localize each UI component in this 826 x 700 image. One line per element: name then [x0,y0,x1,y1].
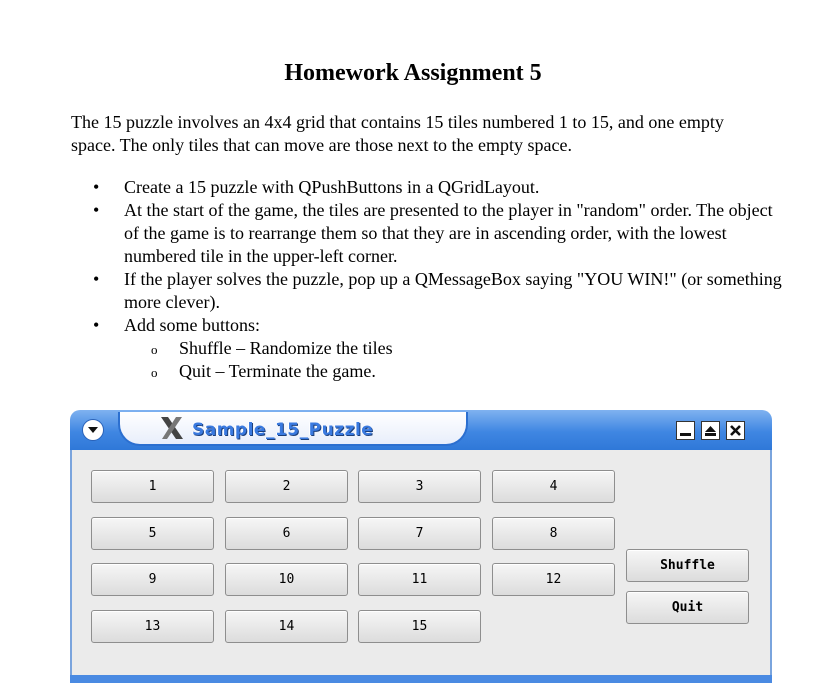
requirements-list [71,176,791,383]
tile-button[interactable]: 5 [91,517,214,550]
tile-button[interactable]: 6 [225,517,348,550]
list-item-text: Add some buttons: [124,315,261,335]
close-icon[interactable] [726,421,745,440]
shuffle-button[interactable]: Shuffle [626,549,749,582]
tile-button[interactable]: 13 [91,610,214,643]
tile-button[interactable]: 2 [225,470,348,503]
tile-button[interactable]: 10 [225,563,348,596]
list-item [71,314,791,383]
sub-list-item: o Quit – Terminate the game. [124,360,791,383]
window-title: Sample_15_Puzzle [192,420,374,440]
window-menu-icon[interactable] [82,419,104,441]
puzzle-window [70,410,772,683]
tile-button[interactable]: 14 [225,610,348,643]
document-title: Homework Assignment 5 [284,60,542,86]
quit-button[interactable]: Quit [626,591,749,624]
list-item: • At the start of the game, the tiles are presented to the player in "random" order. The object of the game is to rearrange them so that they are in ascending order, with the lowest numbered tile in the upper-left corner. [71,199,791,268]
tile-button[interactable]: 15 [358,610,481,643]
list-item: • If the player solves the puzzle, pop up a QMessageBox saying "YOU WIN!" (or something more clever). [71,268,791,314]
tile-button[interactable]: 9 [91,563,214,596]
window-titlebar[interactable] [70,410,772,450]
tile-button[interactable]: 4 [492,470,615,503]
tile-button[interactable]: 7 [358,517,481,550]
intro-paragraph: The 15 puzzle involves an 4x4 grid that contains 15 tiles numbered 1 to 15, and one empty space. The only tiles that can move are those next to the empty space. [71,112,724,155]
sub-list [124,337,791,383]
tile-button[interactable]: 12 [492,563,615,596]
sub-list-item: o Shuffle – Randomize the tiles [124,337,791,360]
maximize-icon[interactable] [701,421,720,440]
window-bottom-border [70,675,772,683]
x-logo-icon [158,414,186,442]
tile-button[interactable]: 1 [91,470,214,503]
tile-button[interactable]: 8 [492,517,615,550]
minimize-icon[interactable] [676,421,695,440]
tile-button[interactable]: 11 [358,563,481,596]
list-item: • Create a 15 puzzle with QPushButtons in a QGridLayout. [71,176,791,199]
tile-button[interactable]: 3 [358,470,481,503]
